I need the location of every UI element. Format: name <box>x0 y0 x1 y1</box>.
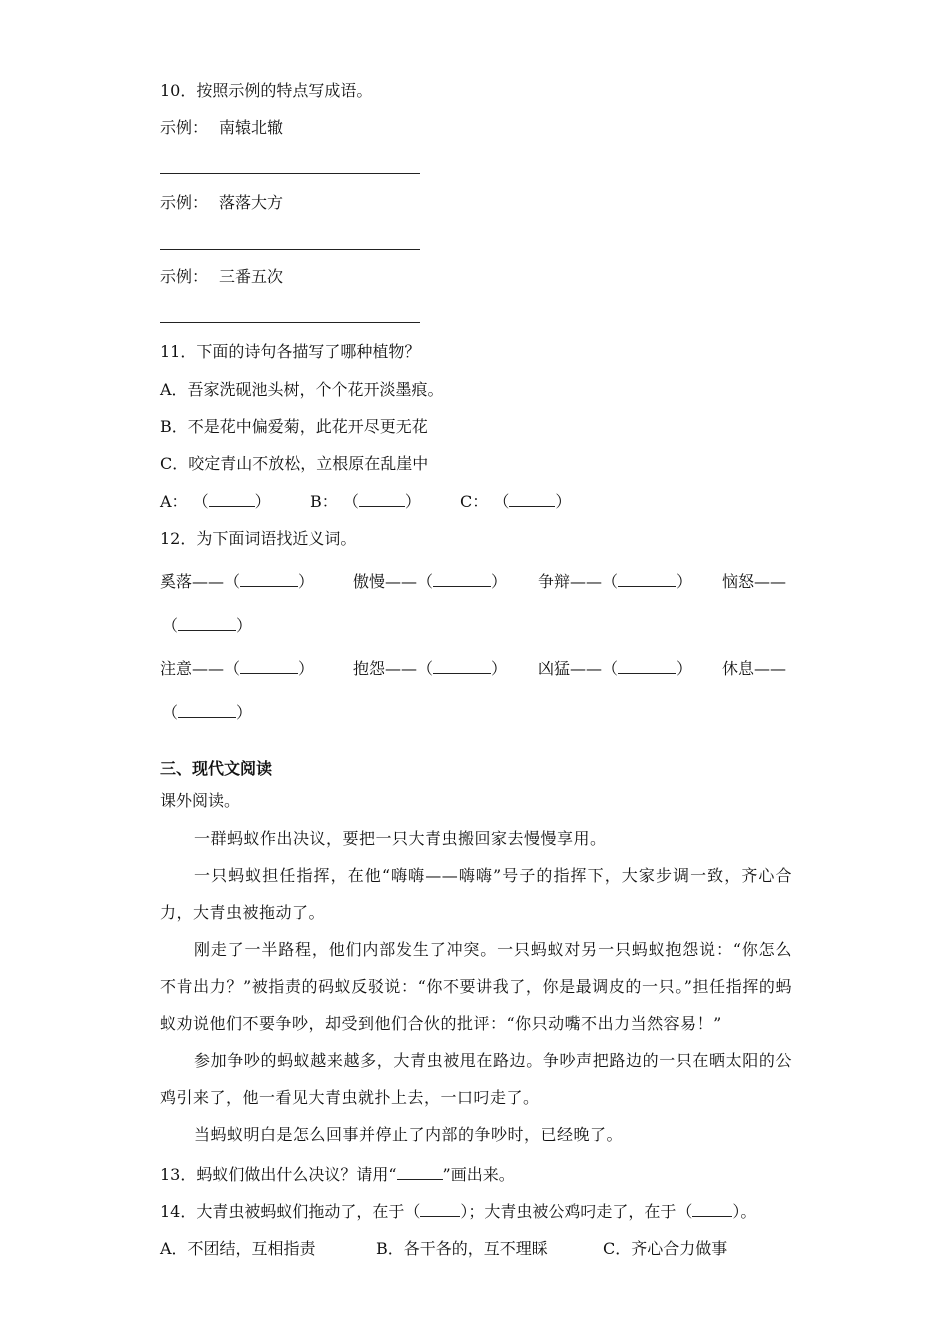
q14-text-pre: 14．大青虫被蚂蚁们拖动了，在于（ <box>160 1202 421 1221</box>
q12-item-7: 凶猛——（ ） <box>538 659 693 678</box>
q14-option-a: A．不团结，互相指责 <box>160 1239 316 1258</box>
q12-blank[interactable] <box>178 616 236 631</box>
q10-answer-line-2[interactable] <box>160 249 420 250</box>
q13-text-pre: 13．蚂蚁们做出什么决议？请用“ <box>160 1165 397 1184</box>
q12-blank[interactable] <box>433 659 491 674</box>
q12-word: 奚落 <box>160 572 193 591</box>
q10-example-1-label: 示例： <box>160 118 209 137</box>
q14-line <box>160 1201 756 1223</box>
q12-blank[interactable] <box>240 572 298 587</box>
q12-dash: —— <box>385 572 418 591</box>
q11-title: 11．下面的诗句各描写了哪种植物？ <box>160 342 421 361</box>
q11-answer-a: A： （ ） <box>160 492 271 511</box>
q12-word: 恼怒 <box>722 572 755 591</box>
reading-paragraph-5: 当蚂蚁明白是怎么回事并停止了内部的争吵时，已经晚了。 <box>194 1125 624 1144</box>
q14-blank-2[interactable] <box>692 1202 732 1217</box>
q12-word: 傲慢 <box>353 572 386 591</box>
q12-blank[interactable] <box>178 703 236 718</box>
q14-text-mid: ）；大青虫被公鸡叼走了，在于（ <box>460 1202 693 1221</box>
q12-title: 12．为下面词语找近义词。 <box>160 529 357 548</box>
q12-blank[interactable] <box>240 659 298 674</box>
q10-example-3-word: 三番五次 <box>219 267 284 286</box>
q11-answer-a-blank[interactable] <box>209 492 255 507</box>
q10-example-3-label: 示例： <box>160 267 209 286</box>
reading-paragraph-4: 参加争吵的蚂蚁越来越多，大青虫被甩在路边。争吵声把路边的一只在晒太阳的公鸡引来了，他一看见大青虫就扑上去，一口叼走了。 <box>160 1051 792 1107</box>
q13-text-post: ”画出来。 <box>442 1165 515 1184</box>
q11-answer-b-label: B： <box>310 492 338 511</box>
q12-word: 抱怨 <box>353 659 386 678</box>
q12-dash: —— <box>192 659 225 678</box>
q12-blank[interactable] <box>618 659 676 674</box>
q10-example-1-word: 南辕北辙 <box>219 118 284 137</box>
q11-answer-c-label: C： <box>460 492 489 511</box>
q12-item-1: 奚落——（ ） <box>160 572 315 591</box>
q12-item-8-blank: （ ） <box>162 703 253 722</box>
q14-text-post: ）。 <box>732 1202 757 1221</box>
q11-option-a: A．吾家洗砚池头树，个个花开淡墨痕。 <box>160 380 444 399</box>
q11-answer-b-blank[interactable] <box>359 492 405 507</box>
q12-item-3: 争辩——（ ） <box>538 572 693 591</box>
q11-answer-a-label: A： <box>160 492 188 511</box>
q10-example-2-label: 示例： <box>160 193 209 212</box>
q13-line <box>160 1164 515 1186</box>
q12-dash: —— <box>754 659 787 678</box>
q12-dash: —— <box>754 572 787 591</box>
q12-blank[interactable] <box>433 572 491 587</box>
q12-word: 休息 <box>722 659 755 678</box>
section-heading: 三、现代文阅读 <box>160 759 273 778</box>
q10-answer-line-3[interactable] <box>160 322 420 323</box>
reading-paragraph-1: 一群蚂蚁作出决议，要把一只大青虫搬回家去慢慢享用。 <box>194 829 607 848</box>
reading-paragraph-2: 一只蚂蚁担任指挥，在他“嗨嗨——嗨嗨”号子的指挥下，大家步调一致，齐心合力，大青虫被拖动了。 <box>160 866 792 922</box>
q12-word: 争辩 <box>538 572 571 591</box>
q12-word: 凶猛 <box>538 659 571 678</box>
q12-item-4-blank: （ ） <box>162 616 253 635</box>
q11-answer-c: C： （ ） <box>460 492 572 511</box>
q14-option-c: C．齐心合力做事 <box>603 1239 728 1258</box>
q10-example-2-word: 落落大方 <box>219 193 284 212</box>
q12-item-8 <box>722 658 786 680</box>
q12-dash: —— <box>570 659 603 678</box>
q12-dash: —— <box>570 572 603 591</box>
q12-blank[interactable] <box>618 572 676 587</box>
reading-intro: 课外阅读。 <box>160 791 241 810</box>
q10-answer-line-1[interactable] <box>160 173 420 174</box>
q12-item-4 <box>722 571 786 593</box>
q11-option-b: B．不是花中偏爱菊，此花开尽更无花 <box>160 417 428 436</box>
q12-item-5: 注意——（ ） <box>160 659 315 678</box>
q12-dash: —— <box>192 572 225 591</box>
reading-paragraph-3: 刚走了一半路程，他们内部发生了冲突。一只蚂蚁对另一只蚂蚁抱怨说：“你怎么不肯出力？”被指责的码蚁反驳说：“你不要讲我了，你是最调皮的一只。”担任指挥的蚂蚁劝说他们不要争吵，却受到他们合伙的批评：“你只动嘴不出力当然容易！” <box>160 940 792 1033</box>
q13-underline-sample <box>397 1165 443 1180</box>
q12-dash: —— <box>385 659 418 678</box>
q14-blank-1[interactable] <box>420 1202 460 1217</box>
q11-option-c: C．咬定青山不放松，立根原在乱崖中 <box>160 454 429 473</box>
q12-word: 注意 <box>160 659 193 678</box>
q11-answer-c-blank[interactable] <box>509 492 555 507</box>
q12-item-6: 抱怨——（ ） <box>353 659 508 678</box>
q12-item-2: 傲慢——（ ） <box>353 572 508 591</box>
q14-option-b: B．各干各的，互不理睬 <box>376 1239 548 1258</box>
q11-answer-b: B： （ ） <box>310 492 421 511</box>
q10-title: 10．按照示例的特点写成语。 <box>160 81 373 100</box>
